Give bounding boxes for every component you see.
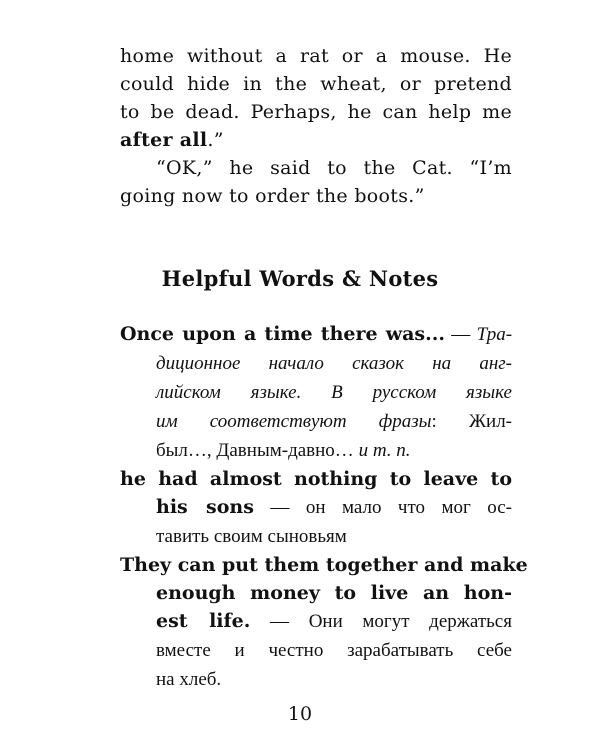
note-term: he had almost nothing to leave to [120,468,512,490]
note-line [120,320,512,349]
notes-list [120,320,528,694]
story-line-end: .” [207,129,224,151]
note-line [120,465,512,493]
note-line [120,579,512,607]
story-line: could hide in the wheat, or pretend [120,73,512,95]
note-line [120,665,512,694]
story-bold-phrase: after all [120,129,208,151]
note-line [120,349,512,378]
note-text: был…, Давным-давно… [156,440,354,461]
note-text: и т. п. [353,440,411,461]
section-heading: Helpful Words & Notes [161,266,439,291]
note-line [120,551,528,579]
note-text: лийском языке. В русском языке [156,382,512,403]
story-text [120,42,512,210]
note-text: диционное начало сказок на анг- [156,353,512,374]
note-item [120,465,512,551]
note-text: вместе и честно зарабатывать себе [156,640,512,661]
note-line [120,636,512,665]
story-line: to be dead. Perhaps, he can help me [120,101,512,123]
note-term: enough money to live an hon- [156,582,512,604]
note-item [120,551,528,694]
story-line: home without a rat or a mouse. He [120,45,512,67]
note-term: est life. [156,610,251,632]
note-line [120,407,512,436]
story-line [120,126,512,154]
note-term: They can put them together and make [120,554,528,576]
note-text: им соответствуют фразы [156,411,432,432]
note-term: his sons [156,496,254,518]
note-line [120,436,512,465]
note-text: — он мало что мог ос- [253,497,512,518]
note-line [120,378,512,407]
note-line [120,607,512,636]
note-item [120,320,512,465]
story-line: “OK,” he said to the Cat. “I’m [156,157,512,179]
note-text: тавить своим сыновьям [156,526,347,547]
note-line [120,493,512,522]
note-text: Тра- [476,324,513,345]
note-term: Once upon a time there was... [120,323,445,345]
page-number: 10 [287,703,313,725]
note-dash: — [444,324,477,345]
note-text: : Жил- [431,411,513,432]
note-text: — Они могут держаться [250,611,512,632]
note-text: на хлеб. [156,669,222,690]
note-line [120,522,512,551]
story-line: going now to order the boots.” [120,185,425,207]
